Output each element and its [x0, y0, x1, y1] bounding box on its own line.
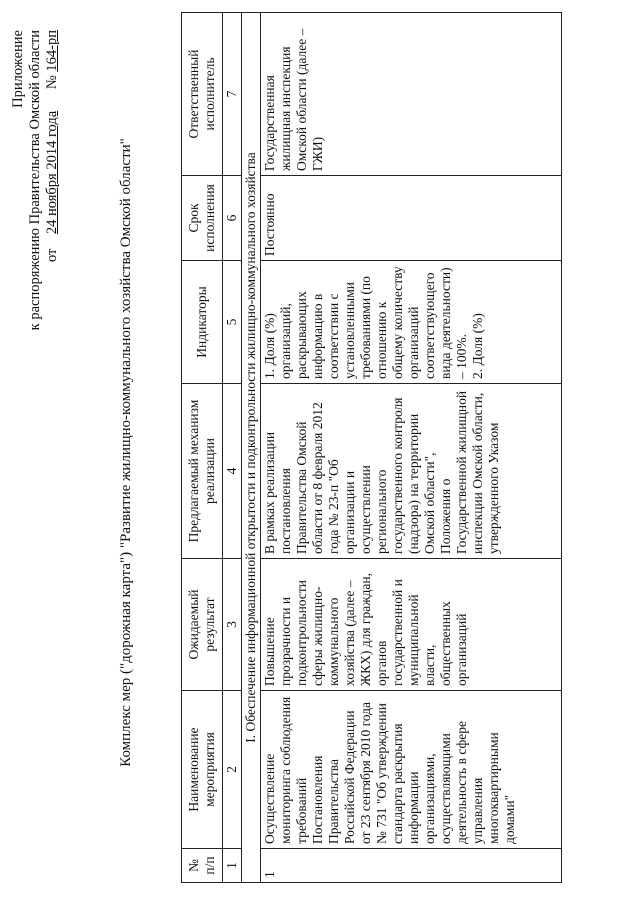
row-result: Повышение прозрачности и подконтрольности сферы жилищно-коммунального хозяйства (далее – ЖКХ) для граждан, органов государственной и муниципальной власти, общественных организаций	[261, 559, 562, 691]
section-title: I. Обеспечение информационной открытости и подконтрольности жилищно-коммунального хозяйства	[242, 13, 261, 883]
row-term: Постоянно	[261, 176, 562, 261]
row-responsible: Государственная жилищная инспекция Омской области (далее – ГЖИ)	[261, 13, 562, 176]
column-number: 3	[223, 559, 242, 691]
appendix-date-line: от 24 ноября 2014 года № 164-рп	[44, 30, 60, 263]
section-row	[242, 13, 261, 883]
column-number: 6	[223, 176, 242, 261]
column-number: 2	[223, 691, 242, 849]
row-indicators: 1. Доля (%) организаций, раскрывающих информацию в соответствии с установленными требованиями (по отношению к общему количеству организаций соответствующего вида деятельности) – 100%. 2. Доля (%)	[261, 261, 562, 384]
column-number: 5	[223, 261, 242, 384]
appendix-number: 164-рп	[44, 30, 60, 72]
measures-table	[181, 12, 562, 883]
header-term: Срок исполнения	[182, 176, 223, 261]
header-num: № п/п	[182, 849, 223, 883]
table-header-row	[182, 13, 223, 883]
row-name: Осуществление мониторинга соблюдения требований Постановления Правительства Российской Федерации от 23 сентября 2010 года № 731 "Об утверждении стандарта раскрытия информации организациями, осуществляющими деятельность в сфере управления многоквартирными домами"	[261, 691, 562, 849]
appendix-date: 24 ноября 2014 года	[44, 110, 60, 235]
appendix-header	[10, 30, 61, 330]
header-result: Ожидаемый результат	[182, 559, 223, 691]
header-mechanism: Предлагаемый механизм реализации	[182, 384, 223, 559]
appendix-order-ref: к распоряжению Правительства Омской области	[27, 30, 43, 331]
header-indicators: Индикаторы	[182, 261, 223, 384]
appendix-label: Приложение	[10, 30, 26, 108]
document-title: Комплекс мер ("дорожная карта") "Развитие жилищно-коммунального хозяйства Омской области"	[118, 138, 134, 767]
row-mechanism: В рамках реализации постановления Правительства Омской области от 8 февраля 2012 года № 23-п "Об организации и осуществлении регионального государственного контроля (надзора) на территории Омской области", Положения о Государственной жилищной инспекции Омской области, утвержденного Указом	[261, 384, 562, 559]
row-num: 1	[261, 849, 562, 883]
header-name: Наименование мероприятия	[182, 691, 223, 849]
table-row	[261, 13, 562, 883]
column-number-row	[223, 13, 242, 883]
column-number: 1	[223, 849, 242, 883]
column-number: 4	[223, 384, 242, 559]
column-number: 7	[223, 13, 242, 176]
header-responsible: Ответственный исполнитель	[182, 13, 223, 176]
